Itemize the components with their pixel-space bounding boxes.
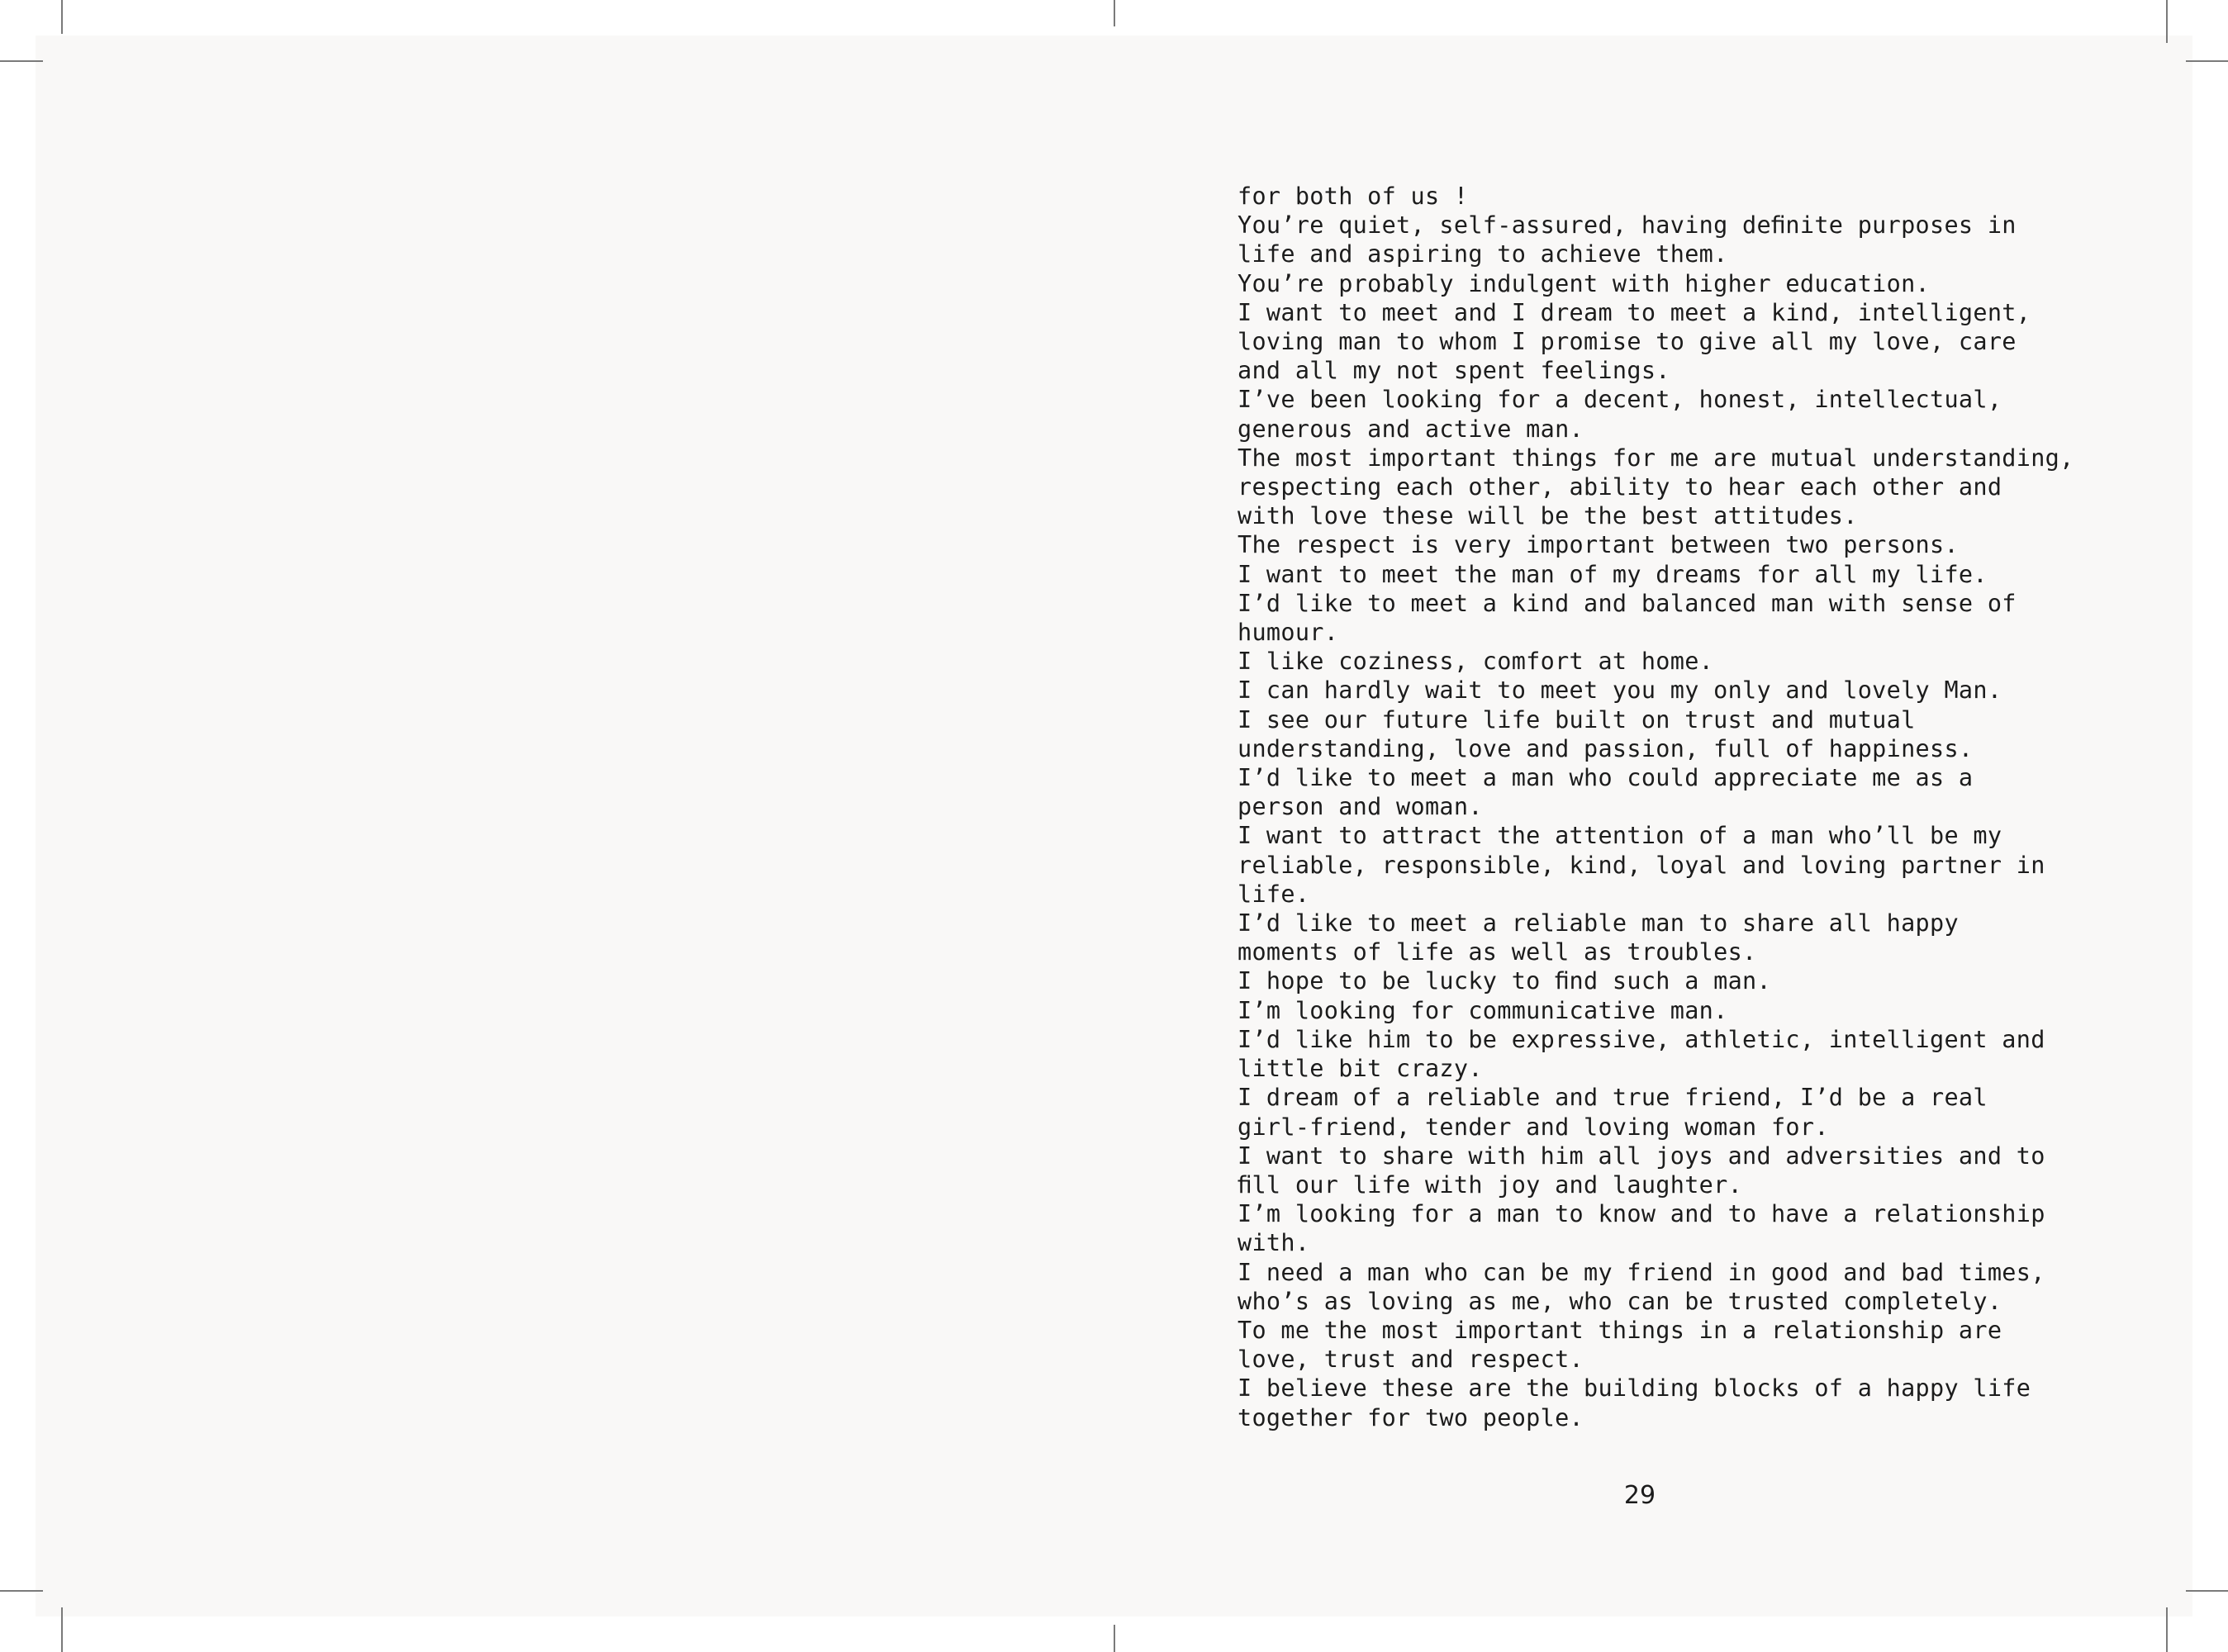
text-line: respecting each other, ability to hear each other and — [1238, 473, 2002, 501]
text-line: reliable, responsible, kind, loyal and loving partner in — [1238, 851, 2045, 879]
text-line: loving man to whom I promise to give all my love, care — [1238, 328, 2017, 356]
crop-mark — [2166, 1607, 2168, 1652]
text-line: moments of life as well as troubles. — [1238, 938, 1757, 966]
text-line: I want to share with him all joys and adversities and to — [1238, 1142, 2045, 1170]
text-line: who’s as loving as me, who can be trusted completely. — [1238, 1287, 2002, 1315]
crop-mark — [1114, 1625, 1115, 1652]
text-line: girl-friend, tender and loving woman for. — [1238, 1113, 1829, 1141]
text-line: life and aspiring to achieve them. — [1238, 240, 1728, 268]
crop-mark — [1114, 0, 1115, 26]
text-line: I want to meet the man of my dreams for all my life. — [1238, 560, 1988, 588]
text-line: I can hardly wait to meet you my only and lovely Man. — [1238, 676, 2002, 705]
text-line: I want to attract the attention of a man who’ll be my — [1238, 822, 2002, 850]
text-line: and all my not spent feelings. — [1238, 357, 1670, 385]
text-line: for both of us ! — [1238, 183, 1469, 210]
text-line: I’m looking for communicative man. — [1238, 996, 1728, 1024]
text-line: To me the most important things in a relationship are — [1238, 1316, 2002, 1344]
text-line: I’d like to meet a kind and balanced man with sense of — [1238, 589, 2017, 617]
text-line: life. — [1238, 880, 1310, 908]
text-line: I hope to be lucky to ﬁnd such a man. — [1238, 967, 1771, 995]
text-line: I’m looking for a man to know and to have a relationship — [1238, 1200, 2045, 1228]
text-line: The most important things for me are mutual understanding, — [1238, 444, 2074, 472]
crop-mark — [0, 1590, 43, 1592]
text-line: humour. — [1238, 619, 1339, 647]
text-line: I dream of a reliable and true friend, I’d be a real — [1238, 1084, 1988, 1112]
text-line: You’re probably indulgent with higher education. — [1238, 269, 1931, 297]
text-line: with love these will be the best attitudes. — [1238, 502, 1858, 530]
text-line: together for two people. — [1238, 1403, 1584, 1431]
text-line: I see our future life built on trust and mutual — [1238, 705, 1916, 733]
text-line: with. — [1238, 1229, 1310, 1257]
text-line: You’re quiet, self-assured, having deﬁnite purposes in — [1238, 211, 2017, 240]
text-line: person and woman. — [1238, 793, 1483, 821]
text-line: I’d like to meet a man who could appreciate me as a — [1238, 764, 1974, 792]
text-line: I’ve been looking for a decent, honest, intellectual, — [1238, 386, 2002, 414]
body-text — [1238, 182, 2146, 1432]
text-line: generous and active man. — [1238, 415, 1584, 443]
text-line: I like coziness, comfort at home. — [1238, 648, 1714, 676]
crop-mark — [2186, 60, 2228, 62]
text-line: I want to meet and I dream to meet a kind, intelligent, — [1238, 298, 2031, 326]
text-line: love, trust and respect. — [1238, 1346, 1584, 1374]
text-line: I believe these are the building blocks of a happy life — [1238, 1374, 2031, 1403]
crop-mark — [2166, 0, 2168, 43]
text-line: The respect is very important between two persons. — [1238, 531, 1959, 559]
crop-mark — [2186, 1590, 2228, 1592]
crop-mark — [0, 60, 43, 62]
text-line: ﬁll our life with joy and laughter. — [1238, 1170, 1743, 1199]
text-line: I’d like him to be expressive, athletic, intelligent and — [1238, 1025, 2045, 1053]
text-line: I need a man who can be my friend in good and bad times, — [1238, 1258, 2045, 1286]
crop-mark — [61, 0, 63, 34]
text-line: I’d like to meet a reliable man to share all happy — [1238, 909, 1959, 938]
page-number: 29 — [1623, 1481, 1656, 1510]
text-line: little bit crazy. — [1238, 1055, 1483, 1083]
text-line: understanding, love and passion, full of happiness. — [1238, 734, 1974, 762]
crop-mark — [61, 1607, 63, 1652]
